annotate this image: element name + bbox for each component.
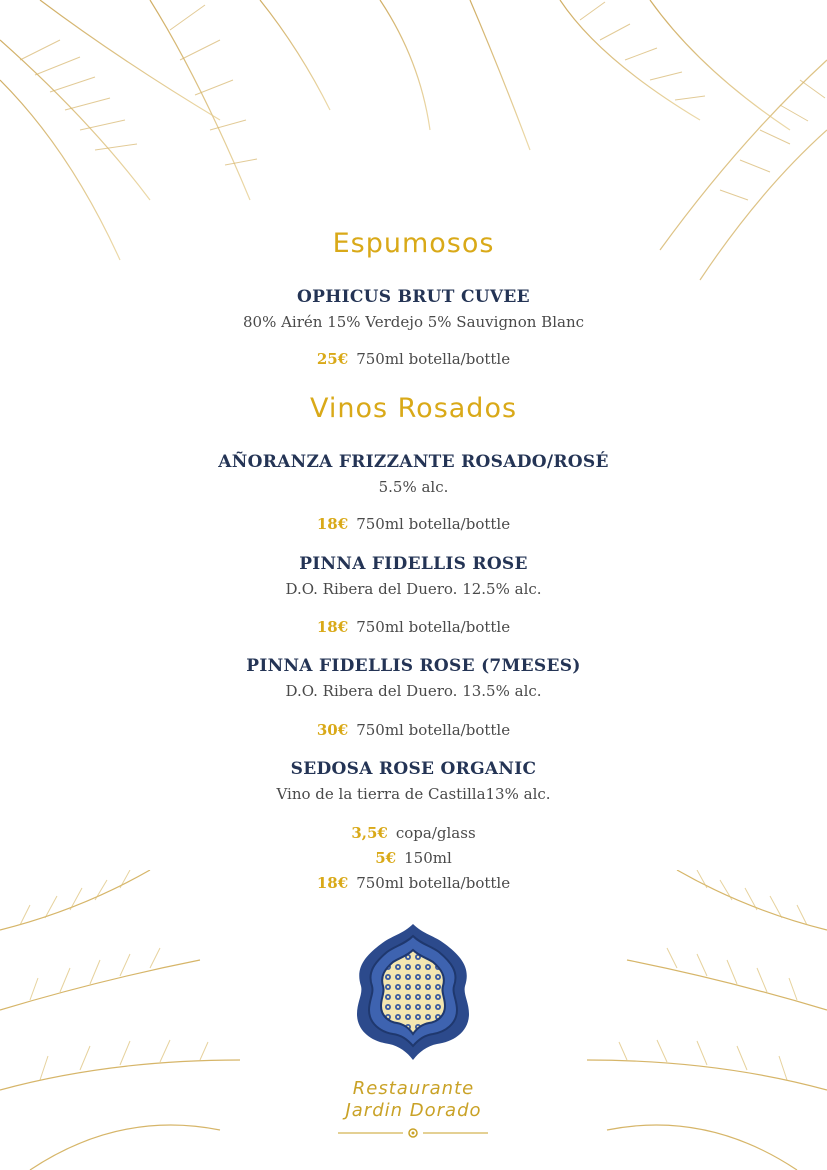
price-value: 3,5€ — [351, 824, 388, 842]
section-title-vinos-rosados: Vinos Rosados — [309, 393, 518, 424]
price-line — [0, 721, 827, 739]
price-line — [0, 824, 827, 842]
wine-name: SEDOSA ROSE ORGANIC — [290, 759, 537, 779]
wine-name: PINNA FIDELLIS ROSE (7MESES) — [246, 656, 581, 676]
price-value: 5€ — [375, 849, 397, 867]
price-detail: 750ml botella/bottle — [356, 618, 511, 636]
logo-restaurant-line2: Jardin Dorado — [345, 1100, 482, 1121]
price-value: 18€ — [316, 618, 349, 636]
wine-description: 5.5% alc. — [378, 478, 449, 496]
palm-leaves-decoration-bottom-left — [0, 870, 260, 1170]
price-detail: copa/glass — [395, 824, 476, 842]
wine-description: D.O. Ribera del Duero. 12.5% alc. — [285, 580, 542, 598]
wine-name: OPHICUS BRUT CUVEE — [297, 287, 530, 307]
wine-name: PINNA FIDELLIS ROSE — [299, 554, 528, 574]
price-value: 18€ — [316, 874, 349, 892]
price-value: 18€ — [316, 515, 349, 533]
price-detail: 750ml botella/bottle — [356, 515, 511, 533]
palm-leaves-decoration-bottom-right — [567, 870, 827, 1170]
price-detail: 150ml — [404, 849, 452, 867]
price-line — [0, 874, 827, 892]
price-detail: 750ml botella/bottle — [356, 874, 511, 892]
price-value: 30€ — [316, 721, 349, 739]
price-value: 25€ — [316, 350, 349, 368]
price-line — [0, 618, 827, 636]
price-line — [0, 515, 827, 533]
price-detail: 750ml botella/bottle — [356, 721, 511, 739]
wine-name: AÑORANZA FRIZZANTE ROSADO/ROSÉ — [218, 452, 609, 472]
price-detail: 750ml botella/bottle — [356, 350, 511, 368]
wine-description: 80% Airén 15% Verdejo 5% Sauvignon Blanc — [242, 313, 584, 331]
wine-description: D.O. Ribera del Duero. 13.5% alc. — [285, 682, 542, 700]
price-line — [0, 350, 827, 368]
restaurant-logo-emblem — [353, 922, 473, 1062]
logo-restaurant-line1: Restaurante — [352, 1078, 475, 1099]
price-line — [0, 849, 827, 867]
wine-description: Vino de la tierra de Castilla13% alc. — [276, 785, 551, 803]
section-title-espumosos: Espumosos — [332, 228, 495, 259]
logo-divider-ornament — [338, 1126, 488, 1140]
